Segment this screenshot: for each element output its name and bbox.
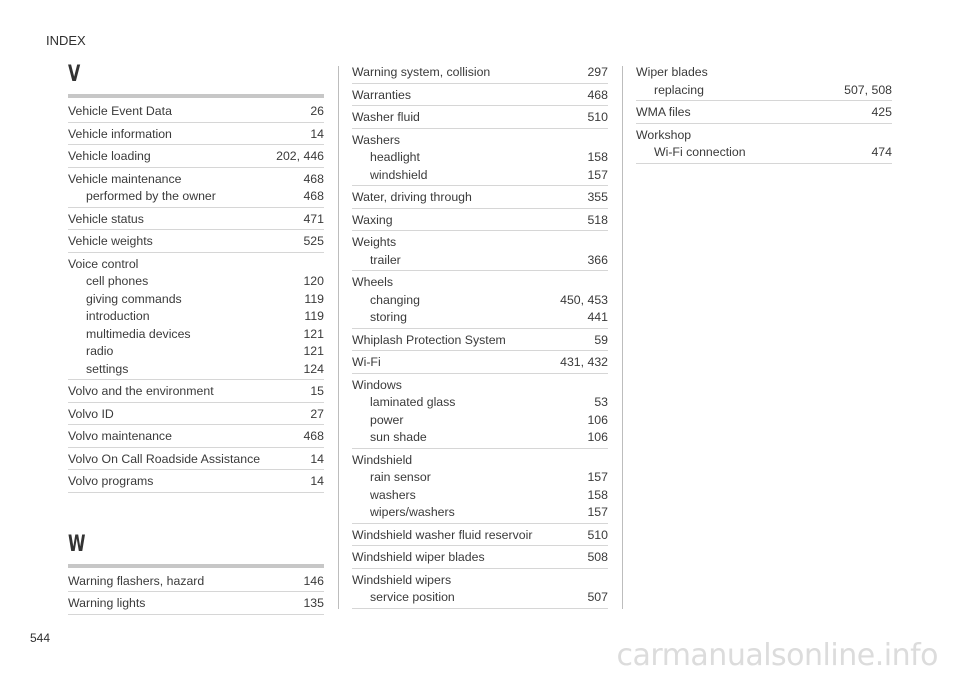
index-subentry bbox=[68, 343, 324, 361]
page-reference: 135 bbox=[303, 596, 324, 610]
page-reference: 119 bbox=[304, 309, 324, 323]
entry-divider bbox=[352, 128, 608, 129]
index-subentry bbox=[352, 469, 608, 487]
index-entry-title bbox=[636, 104, 892, 122]
index-column-1 bbox=[68, 64, 324, 618]
index-entry bbox=[68, 148, 324, 168]
page-reference: 106 bbox=[587, 412, 608, 427]
index-entry-title bbox=[68, 473, 324, 491]
section-spacer bbox=[68, 496, 324, 534]
index-entry-title bbox=[68, 233, 324, 251]
index-entry bbox=[68, 211, 324, 231]
index-term: Windshield wipers bbox=[352, 572, 452, 587]
index-entry bbox=[68, 595, 324, 615]
section-letter: V bbox=[68, 62, 81, 87]
entry-divider bbox=[352, 448, 608, 449]
index-column-2 bbox=[352, 64, 608, 612]
index-entry-title bbox=[352, 87, 608, 105]
index-entry-title bbox=[352, 234, 608, 252]
index-subterm: cell phones bbox=[86, 274, 149, 288]
index-entry bbox=[68, 406, 324, 426]
index-subentry bbox=[68, 188, 324, 206]
entry-divider bbox=[352, 83, 608, 84]
index-term: Weights bbox=[352, 235, 397, 249]
index-term: Washer fluid bbox=[352, 110, 420, 124]
index-term: Warning system, collision bbox=[352, 65, 491, 79]
page-reference: 124 bbox=[303, 361, 324, 376]
index-term: Voice control bbox=[68, 256, 139, 271]
index-term: WMA files bbox=[636, 105, 691, 119]
index-subterm: Wi-Fi connection bbox=[654, 145, 746, 159]
index-entry-title bbox=[352, 132, 608, 150]
entry-divider bbox=[68, 591, 324, 592]
index-subentry bbox=[352, 292, 608, 310]
index-subentry bbox=[352, 412, 608, 430]
index-entry bbox=[68, 473, 324, 493]
page-reference: 202, 446 bbox=[276, 149, 324, 163]
index-subterm: trailer bbox=[370, 252, 401, 267]
page-reference: 158 bbox=[587, 487, 608, 502]
index-entry bbox=[352, 109, 608, 129]
entry-divider bbox=[352, 208, 608, 209]
page-reference: 121 bbox=[303, 344, 324, 358]
index-term: Windshield wiper blades bbox=[352, 550, 485, 564]
index-entry-title bbox=[68, 171, 324, 189]
page-reference: 425 bbox=[871, 105, 892, 119]
page-reference: 121 bbox=[303, 326, 324, 341]
index-term: Washers bbox=[352, 132, 401, 147]
index-entry-title bbox=[352, 452, 608, 470]
page-reference: 59 bbox=[594, 332, 608, 347]
entry-divider bbox=[352, 185, 608, 186]
entry-divider bbox=[636, 100, 892, 101]
index-entry-title bbox=[352, 377, 608, 395]
index-entry bbox=[352, 132, 608, 187]
index-term: Wi-Fi bbox=[352, 355, 381, 369]
index-entry-title bbox=[68, 595, 324, 613]
index-entry bbox=[352, 572, 608, 609]
page-reference: 157 bbox=[587, 167, 608, 182]
page-reference: 450, 453 bbox=[560, 292, 608, 307]
page-reference: 14 bbox=[310, 474, 324, 488]
index-entry bbox=[68, 428, 324, 448]
entry-divider bbox=[68, 144, 324, 145]
index-term: Vehicle loading bbox=[68, 149, 151, 163]
entry-divider bbox=[352, 230, 608, 231]
index-subentry bbox=[352, 167, 608, 185]
page-reference: 471 bbox=[303, 211, 324, 226]
index-subterm: replacing bbox=[654, 82, 704, 97]
index-subentry bbox=[636, 82, 892, 100]
index-entry-title bbox=[352, 212, 608, 230]
index-entry-title bbox=[68, 103, 324, 121]
page-reference: 53 bbox=[594, 395, 608, 409]
index-entry bbox=[68, 171, 324, 208]
index-term: Vehicle Event Data bbox=[68, 104, 172, 118]
index-entry bbox=[352, 527, 608, 547]
page-reference: 468 bbox=[303, 189, 324, 203]
index-term: Volvo On Call Roadside Assistance bbox=[68, 451, 261, 466]
page-reference: 525 bbox=[303, 234, 324, 248]
index-term: Windshield bbox=[352, 452, 413, 467]
index-entry-title bbox=[352, 64, 608, 82]
index-term: Whiplash Protection System bbox=[352, 332, 506, 347]
index-entry-title bbox=[68, 126, 324, 144]
index-term: Wheels bbox=[352, 275, 394, 289]
entry-divider bbox=[68, 492, 324, 493]
index-entry bbox=[68, 383, 324, 403]
index-entry bbox=[636, 64, 892, 101]
entry-divider bbox=[352, 568, 608, 569]
watermark: carmanualsonline.info bbox=[616, 638, 938, 673]
index-term: Vehicle status bbox=[68, 211, 144, 226]
index-entry bbox=[352, 452, 608, 524]
entry-divider bbox=[68, 167, 324, 168]
index-entry bbox=[636, 104, 892, 124]
index-entry-title bbox=[352, 189, 608, 207]
page-reference: 468 bbox=[303, 429, 324, 443]
page-reference: 106 bbox=[587, 430, 608, 444]
index-subterm: windshield bbox=[370, 167, 428, 182]
entry-divider bbox=[636, 123, 892, 124]
index-entry-title bbox=[352, 354, 608, 372]
index-term: Wiper blades bbox=[636, 65, 708, 79]
index-subterm: giving commands bbox=[86, 291, 182, 306]
entry-divider bbox=[636, 163, 892, 164]
index-entry bbox=[352, 234, 608, 271]
page-reference: 157 bbox=[587, 505, 608, 519]
index-subterm: storing bbox=[370, 310, 407, 324]
index-subterm: performed by the owner bbox=[86, 189, 216, 203]
index-subentry bbox=[68, 273, 324, 291]
page-reference: 510 bbox=[587, 110, 608, 124]
index-entry bbox=[68, 573, 324, 593]
entry-divider bbox=[68, 469, 324, 470]
entry-divider bbox=[68, 379, 324, 380]
index-term: Windshield washer fluid reservoir bbox=[352, 527, 533, 542]
index-entry bbox=[352, 274, 608, 329]
index-entry bbox=[636, 127, 892, 164]
entry-divider bbox=[68, 402, 324, 403]
index-entry-title bbox=[68, 383, 324, 401]
index-entry bbox=[68, 103, 324, 123]
index-entry-title bbox=[352, 527, 608, 545]
column-divider bbox=[338, 66, 339, 609]
entry-divider bbox=[352, 545, 608, 546]
entry-divider bbox=[352, 270, 608, 271]
index-entry bbox=[68, 256, 324, 381]
index-entry bbox=[352, 212, 608, 232]
page-reference: 468 bbox=[303, 171, 324, 186]
index-subentry bbox=[352, 429, 608, 447]
page-header-title: INDEX bbox=[46, 33, 86, 48]
index-subterm: service position bbox=[370, 590, 455, 604]
index-term: Volvo ID bbox=[68, 406, 114, 421]
index-subterm: power bbox=[370, 412, 404, 427]
entry-divider bbox=[68, 614, 324, 615]
index-entry-title bbox=[636, 127, 892, 145]
entry-divider bbox=[68, 252, 324, 253]
page-reference: 14 bbox=[310, 126, 324, 141]
entry-divider bbox=[352, 373, 608, 374]
page-reference: 431, 432 bbox=[560, 355, 608, 369]
page-reference: 507, 508 bbox=[844, 82, 892, 97]
entry-divider bbox=[68, 424, 324, 425]
index-entry-title bbox=[68, 451, 324, 469]
index-term: Volvo and the environment bbox=[68, 384, 214, 398]
section-letter: W bbox=[68, 531, 86, 557]
page-reference: 14 bbox=[310, 451, 324, 466]
index-entry-title bbox=[636, 64, 892, 82]
index-subentry bbox=[352, 589, 608, 607]
entry-divider bbox=[352, 328, 608, 329]
index-entry bbox=[352, 189, 608, 209]
index-entry-title bbox=[68, 573, 324, 591]
index-subterm: wipers/washers bbox=[370, 505, 455, 519]
section-letter-bar bbox=[68, 564, 324, 568]
index-subentry bbox=[352, 252, 608, 270]
page-reference: 158 bbox=[587, 150, 608, 164]
index-term: Warranties bbox=[352, 87, 411, 102]
page-reference: 474 bbox=[871, 145, 892, 159]
index-entry-title bbox=[352, 332, 608, 350]
section-letter-bar bbox=[68, 94, 324, 98]
index-subterm: radio bbox=[86, 344, 114, 358]
index-entry bbox=[352, 87, 608, 107]
index-term: Volvo programs bbox=[68, 474, 154, 488]
page-reference: 518 bbox=[587, 212, 608, 227]
entry-divider bbox=[68, 229, 324, 230]
index-subterm: rain sensor bbox=[370, 470, 431, 484]
index-entry-title bbox=[352, 109, 608, 127]
index-term: Warning flashers, hazard bbox=[68, 573, 205, 588]
index-entry bbox=[352, 354, 608, 374]
index-entry-title bbox=[68, 211, 324, 229]
index-subterm: multimedia devices bbox=[86, 326, 191, 341]
index-entry-title bbox=[68, 148, 324, 166]
index-subentry bbox=[68, 361, 324, 379]
index-term: Vehicle information bbox=[68, 126, 172, 141]
index-subentry bbox=[636, 144, 892, 162]
index-entry bbox=[352, 332, 608, 352]
page-reference: 120 bbox=[303, 274, 324, 288]
index-term: Water, driving through bbox=[352, 190, 472, 204]
entry-divider bbox=[68, 122, 324, 123]
index-subentry bbox=[352, 149, 608, 167]
page-reference: 157 bbox=[587, 470, 608, 484]
index-term: Workshop bbox=[636, 127, 692, 142]
index-term: Vehicle maintenance bbox=[68, 171, 182, 186]
page-reference: 508 bbox=[587, 550, 608, 564]
index-column-3 bbox=[636, 64, 892, 167]
index-subentry bbox=[352, 504, 608, 522]
index-entry-title bbox=[68, 428, 324, 446]
page-reference: 355 bbox=[587, 190, 608, 204]
index-subentry bbox=[352, 487, 608, 505]
entry-divider bbox=[352, 350, 608, 351]
index-entry bbox=[68, 233, 324, 253]
page-reference: 507 bbox=[587, 590, 608, 604]
column-divider bbox=[622, 66, 623, 609]
index-subterm: washers bbox=[370, 487, 416, 502]
index-term: Waxing bbox=[352, 212, 393, 227]
page-reference: 468 bbox=[587, 87, 608, 102]
index-entry bbox=[352, 64, 608, 84]
index-entry bbox=[352, 377, 608, 449]
page-reference: 119 bbox=[304, 291, 324, 306]
entry-divider bbox=[68, 207, 324, 208]
index-subterm: laminated glass bbox=[370, 395, 456, 409]
page-reference: 366 bbox=[587, 252, 608, 267]
index-term: Vehicle weights bbox=[68, 234, 153, 248]
index-subentry bbox=[68, 326, 324, 344]
entry-divider bbox=[352, 608, 608, 609]
index-entry bbox=[68, 126, 324, 146]
page-reference: 510 bbox=[587, 527, 608, 542]
index-term: Warning lights bbox=[68, 596, 146, 610]
index-term: Volvo maintenance bbox=[68, 429, 172, 443]
page-reference: 27 bbox=[310, 406, 324, 421]
index-subentry bbox=[352, 394, 608, 412]
entry-divider bbox=[352, 105, 608, 106]
index-subterm: sun shade bbox=[370, 430, 427, 444]
index-entry bbox=[68, 451, 324, 471]
index-subterm: settings bbox=[86, 361, 129, 376]
index-subentry bbox=[352, 309, 608, 327]
index-entry-title bbox=[352, 549, 608, 567]
index-subentry bbox=[68, 291, 324, 309]
index-subterm: headlight bbox=[370, 150, 420, 164]
page-reference: 146 bbox=[303, 573, 324, 588]
index-term: Windows bbox=[352, 377, 402, 392]
index-subentry bbox=[68, 308, 324, 326]
index-subterm: changing bbox=[370, 292, 420, 307]
index-entry-title bbox=[352, 274, 608, 292]
page-reference: 26 bbox=[310, 104, 324, 118]
index-entry bbox=[352, 549, 608, 569]
page-reference: 441 bbox=[587, 310, 608, 324]
entry-divider bbox=[352, 523, 608, 524]
index-entry-title bbox=[352, 572, 608, 590]
entry-divider bbox=[68, 447, 324, 448]
index-subterm: introduction bbox=[86, 309, 150, 323]
page-number: 544 bbox=[30, 631, 51, 645]
index-entry-title bbox=[68, 406, 324, 424]
index-entry-title bbox=[68, 256, 324, 274]
page-reference: 15 bbox=[310, 384, 324, 398]
page-reference: 297 bbox=[587, 65, 608, 79]
